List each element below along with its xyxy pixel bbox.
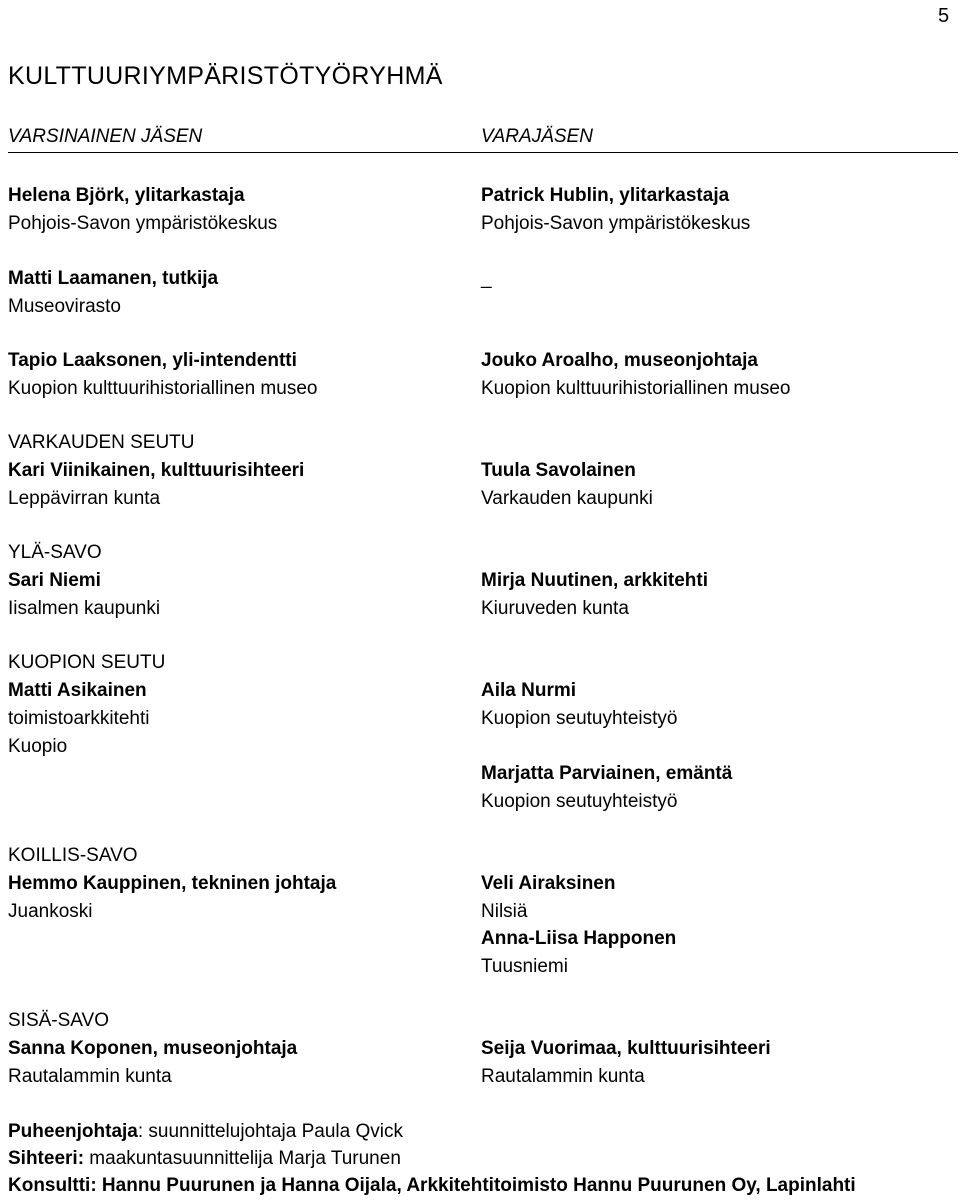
region-label: YLÄ-SAVO — [8, 542, 102, 563]
member-org: Leppävirran kunta — [8, 488, 161, 509]
region-label: SISÄ-SAVO — [8, 1010, 110, 1031]
deputy-name: Tuula Savolainen — [481, 460, 636, 481]
member-org: Kuopion kulttuurihistoriallinen museo — [8, 378, 318, 399]
chair-line — [8, 1121, 403, 1143]
member-name: Helena Björk, ylitarkastaja — [8, 185, 245, 206]
deputy-org: Nilsiä — [481, 901, 528, 922]
deputy-org: Varkauden kaupunki — [481, 488, 653, 509]
deputy-org: Pohjois-Savon ympäristökeskus — [481, 213, 751, 234]
secretary-line — [8, 1148, 401, 1170]
page-number: 5 — [938, 5, 950, 27]
member-name: Sanna Koponen, museonjohtaja — [8, 1038, 298, 1059]
deputy-name: Veli Airaksinen — [481, 873, 616, 894]
deputy-org: Kuopion kulttuurihistoriallinen museo — [481, 378, 791, 399]
column-header-deputies: VARAJÄSEN — [481, 126, 593, 147]
member-org: Iisalmen kaupunki — [8, 598, 161, 619]
consultant-line: Konsultti: Hannu Puurunen ja Hanna Oijala, Arkkitehtitoimisto Hannu Puurunen Oy, Lapinlahti — [8, 1175, 856, 1196]
page-title: KULTTUURIYMPÄRISTÖTYÖRYHMÄ — [8, 62, 443, 90]
region-label: KUOPION SEUTU — [8, 652, 166, 673]
deputy-org: Kuopion seutuyhteistyö — [481, 791, 678, 812]
deputy-name: Mirja Nuutinen, arkkitehti — [481, 570, 708, 591]
deputy-org: Tuusniemi — [481, 956, 568, 977]
member-org: Pohjois-Savon ympäristökeskus — [8, 213, 278, 234]
member-name: Sari Niemi — [8, 570, 101, 591]
deputy-name: Jouko Aroalho, museonjohtaja — [481, 350, 758, 371]
header-divider — [8, 152, 958, 153]
region-label: KOILLIS-SAVO — [8, 845, 138, 866]
member-org: Rautalammin kunta — [8, 1066, 172, 1087]
deputy-name: Seija Vuorimaa, kulttuurisihteeri — [481, 1038, 771, 1059]
chair-value: : suunnittelujohtaja Paula Qvick — [137, 1121, 403, 1142]
member-name: Tapio Laaksonen, yli-intendentti — [8, 350, 297, 371]
secretary-label: Sihteeri: — [8, 1148, 85, 1169]
column-header-members: VARSINAINEN JÄSEN — [8, 126, 203, 147]
deputy-placeholder: _ — [481, 268, 492, 289]
member-name: Kari Viinikainen, kulttuurisihteeri — [8, 460, 305, 481]
secretary-value: maakuntasuunnittelija Marja Turunen — [84, 1148, 401, 1169]
member-name: Matti Asikainen — [8, 680, 147, 701]
deputy-name: Marjatta Parviainen, emäntä — [481, 763, 733, 784]
deputy-org: Kuopion seutuyhteistyö — [481, 708, 678, 729]
member-name: Hemmo Kauppinen, tekninen johtaja — [8, 873, 337, 894]
deputy-org: Rautalammin kunta — [481, 1066, 645, 1087]
region-label: VARKAUDEN SEUTU — [8, 432, 195, 453]
member-org: Kuopio — [8, 736, 68, 757]
deputy-org: Kiuruveden kunta — [481, 598, 629, 619]
deputy-name: Aila Nurmi — [481, 680, 577, 701]
member-org: Juankoski — [8, 901, 93, 922]
chair-label: Puheenjohtaja — [8, 1121, 138, 1142]
member-name: Matti Laamanen, tutkija — [8, 268, 219, 289]
member-org: Museovirasto — [8, 296, 121, 317]
deputy-name: Anna-Liisa Happonen — [481, 928, 677, 949]
member-title: toimistoarkkitehti — [8, 708, 150, 729]
deputy-name: Patrick Hublin, ylitarkastaja — [481, 185, 730, 206]
